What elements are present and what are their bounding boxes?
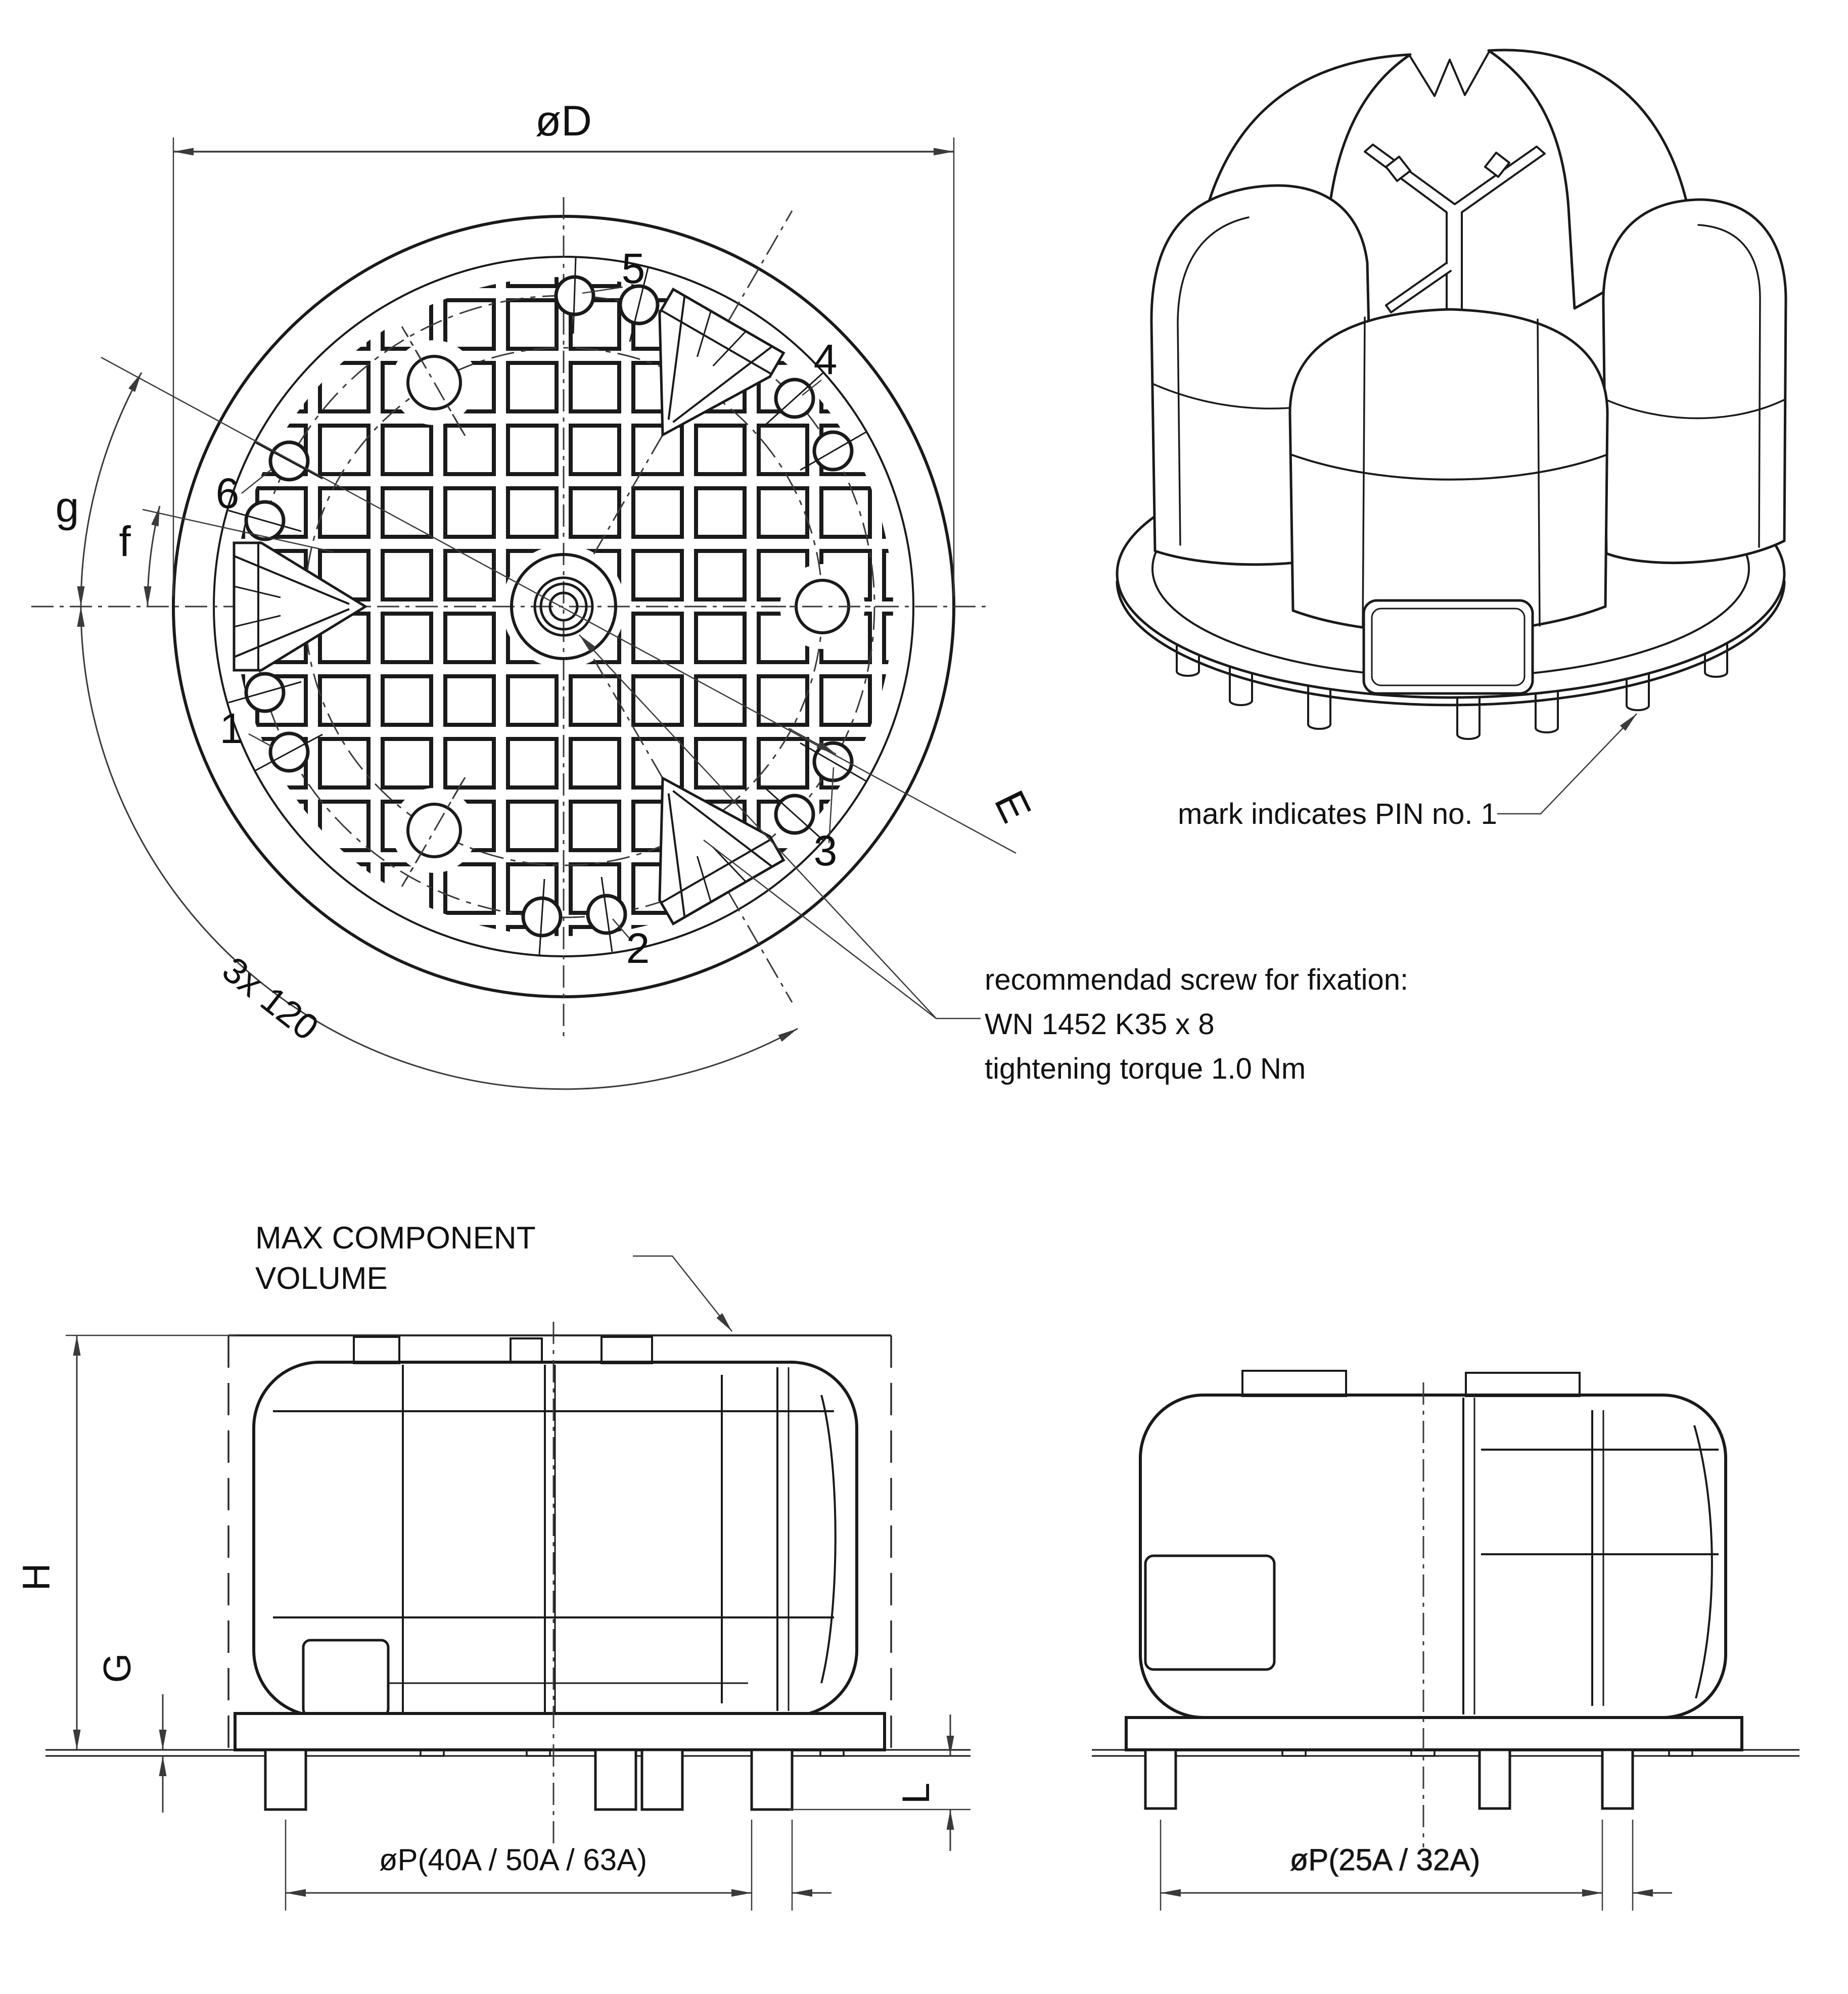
max-volume-label-1: MAX COMPONENT <box>255 1221 536 1256</box>
dim-diameter-label: øD <box>535 97 592 145</box>
top-view <box>31 197 991 1039</box>
screw-note-line3: tightening torque 1.0 Nm <box>985 1052 1306 1085</box>
dim-p2-label: øP(25A / 32A) <box>1289 1843 1481 1877</box>
dim-g-label: G <box>96 1653 139 1683</box>
iso-front-plate <box>1364 600 1533 693</box>
dim-l-label: L <box>895 1782 938 1804</box>
pin-mark-leader <box>1497 714 1637 814</box>
max-volume-label-2: VOLUME <box>255 1261 388 1296</box>
sv2-base <box>1126 1718 1742 1750</box>
screw-note-line2: WN 1452 K35 x 8 <box>985 1008 1215 1041</box>
pin-label-1: 1 <box>219 705 244 752</box>
side-view-small <box>1092 1371 1799 1847</box>
pin-label-5: 5 <box>621 245 645 292</box>
dim-h-label: H <box>15 1563 58 1591</box>
sv1-pins <box>265 1750 792 1810</box>
dim-p1-label: øP(40A / 50A / 63A) <box>379 1843 648 1877</box>
side-view-small-dims <box>1161 1820 1672 1911</box>
sv2-pins <box>1145 1750 1633 1808</box>
angle-arc-f <box>148 506 160 607</box>
pin-label-6: 6 <box>215 470 240 517</box>
angle-f-label: f <box>119 518 131 565</box>
pin-mark-text: mark indicates PIN no. 1 <box>1178 798 1497 830</box>
pin-mark-note <box>1178 714 1637 830</box>
pin-label-3: 3 <box>813 827 838 874</box>
iso-winding-front <box>1290 309 1607 633</box>
sv1-base <box>235 1713 885 1750</box>
pitch-angle-label: 3x 120 <box>214 949 326 1049</box>
screw-note <box>985 963 1408 1085</box>
dim-e-label: E <box>985 783 1041 830</box>
isometric-view <box>1117 50 1786 739</box>
pin-label-4: 4 <box>813 336 838 383</box>
sv1-front-block <box>303 1640 388 1716</box>
iso-vnotch <box>1410 53 1489 96</box>
angle-arc-g <box>81 373 142 607</box>
sv2-front-block <box>1145 1556 1274 1670</box>
max-volume-leader <box>633 1256 732 1331</box>
side-view-large <box>45 1322 971 1847</box>
angle-g-label: g <box>55 483 79 531</box>
screw-note-line1: recommendad screw for fixation: <box>985 963 1409 996</box>
pin-label-2: 2 <box>626 924 650 972</box>
